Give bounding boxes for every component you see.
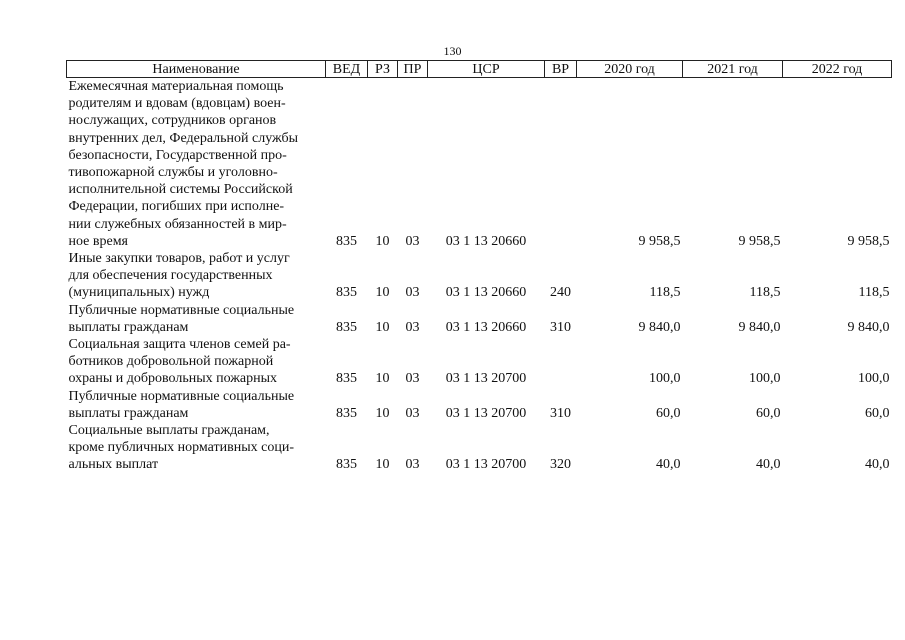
row-name-line: Публичные нормативные социальные [68,388,295,404]
cell-vr: 320 [550,457,571,473]
row-name-line: Социальная защита членов семей ра- [68,337,291,353]
cell-y2021: 118,5 [749,285,781,301]
cell-y2021: 9 840,0 [738,319,781,335]
cell-pr: 03 [405,319,420,335]
header-pr: ПР [398,61,428,78]
cell-y2022: 60,0 [865,405,890,421]
row-name-line: охраны и добровольных пожарных [68,371,278,387]
cell-csr: 03 1 13 20660 [445,233,527,249]
cell-vr: 240 [550,285,571,301]
cell-pr: 03 [405,457,420,473]
header-rz: РЗ [368,61,398,78]
cell-csr: 03 1 13 20660 [445,285,527,301]
row-name-line: исполнительной системы Российской [68,182,293,198]
row-name-line: ботников добровольной пожарной [68,354,274,370]
cell-ved: 835 [336,285,357,301]
cell-y2020: 60,0 [656,405,681,421]
cell-y2021: 9 958,5 [738,233,781,249]
cell-pr: 03 [405,371,420,387]
header-vr: ВР [545,61,577,78]
row-name-line: выплаты гражданам [68,319,189,335]
row-name-line: Иные закупки товаров, работ и услуг [68,251,290,267]
row-name-line: Публичные нормативные социальные [68,302,295,318]
row-name [67,422,326,474]
cell-ved: 835 [336,319,357,335]
cell-pr: 03 [405,233,420,249]
cell-y2020: 9 840,0 [638,319,681,335]
cell-pr: 03 [405,405,420,421]
table-header-row [67,61,892,78]
row-name [67,250,326,302]
header-2022: 2022 год [783,61,892,78]
row-name-line: Социальные выплаты гражданам, [68,423,270,439]
row-name [67,388,326,422]
cell-pr: 03 [405,285,420,301]
row-name-line: безопасности, Государственной про- [68,147,287,163]
cell-csr: 03 1 13 20700 [445,405,527,421]
cell-y2020: 118,5 [649,285,681,301]
cell-y2021: 60,0 [756,405,781,421]
table-row [67,78,892,251]
header-ved: ВЕД [326,61,368,78]
row-name-line: кроме публичных нормативных соци- [68,440,294,456]
cell-y2021: 100,0 [749,371,781,387]
row-name [67,78,326,251]
cell-ved: 835 [336,371,357,387]
cell-ved: 835 [336,233,357,249]
cell-vr: 310 [550,405,571,421]
row-name-line: ное время [68,233,128,249]
cell-rz: 10 [375,233,390,249]
table-row [67,336,892,388]
header-csr: ЦСР [428,61,545,78]
cell-y2022: 118,5 [858,285,890,301]
cell-y2022: 100,0 [858,371,890,387]
row-name [67,302,326,336]
cell-ved: 835 [336,457,357,473]
table-row [67,422,892,474]
cell-rz: 10 [375,405,390,421]
cell-rz: 10 [375,457,390,473]
cell-y2022: 9 958,5 [847,233,890,249]
row-name-line: альных выплат [68,457,159,473]
row-name-line: нослужащих, сотрудников органов [68,113,277,129]
row-name-line: (муниципальных) нужд [68,285,210,301]
row-name-line: внутренних дел, Федеральной службы [68,130,299,146]
cell-y2022: 40,0 [865,457,890,473]
cell-csr: 03 1 13 20660 [445,319,527,335]
header-2021: 2021 год [683,61,783,78]
row-name-line: нии служебных обязанностей в мир- [68,216,287,232]
cell-y2021: 40,0 [756,457,781,473]
cell-ved: 835 [336,405,357,421]
cell-y2020: 9 958,5 [638,233,681,249]
cell-y2020: 40,0 [656,457,681,473]
table-row [67,388,892,422]
cell-vr [545,78,577,251]
table-row [67,250,892,302]
row-name-line: тивопожарной службы и уголовно- [68,165,278,181]
header-2020: 2020 год [577,61,683,78]
cell-y2022: 9 840,0 [847,319,890,335]
cell-rz: 10 [375,371,390,387]
row-name-line: выплаты гражданам [68,405,189,421]
cell-vr: 310 [550,319,571,335]
cell-csr: 03 1 13 20700 [445,457,527,473]
row-name [67,336,326,388]
table-row [67,302,892,336]
cell-rz: 10 [375,285,390,301]
header-name: Наименование [67,61,326,78]
row-name-line: родителям и вдовам (вдовцам) воен- [68,96,286,112]
cell-rz: 10 [375,319,390,335]
cell-y2020: 100,0 [649,371,681,387]
cell-csr: 03 1 13 20700 [445,371,527,387]
cell-vr [545,336,577,388]
row-name-line: Федерации, погибших при исполне- [68,199,285,215]
row-name-line: Ежемесячная материальная помощь [68,79,284,94]
budget-table [66,60,892,474]
row-name-line: для обеспечения государственных [68,268,273,284]
page-number: 130 [443,44,462,58]
